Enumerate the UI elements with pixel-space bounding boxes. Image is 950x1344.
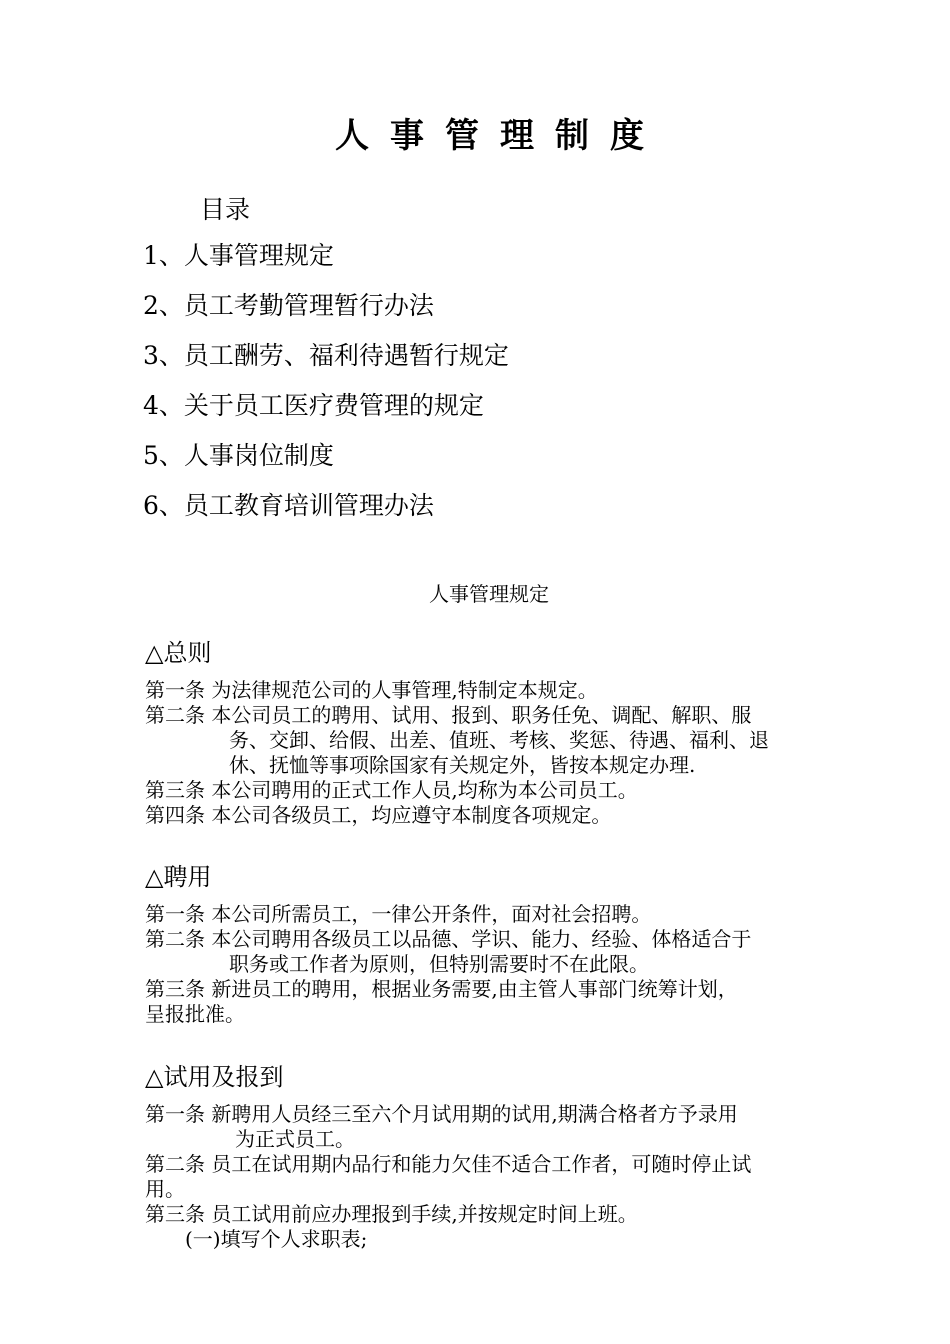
article-line: 休、抚恤等事项除国家有关规定外，皆按本规定办理. [229,753,696,777]
article [145,1152,865,1202]
article [145,678,865,703]
toc-item: 3、员工酬劳、福利待遇暂行规定 [143,341,509,370]
article [145,803,865,828]
section-probation [145,1062,865,1252]
article [145,902,865,927]
article-line: 第三条 员工试用前应办理报到手续,并按规定时间上班。 [145,1202,638,1226]
article [145,1102,865,1152]
toc-item: 6、员工教育培训管理办法 [143,491,434,520]
list-item: (一)填写个人求职表; [185,1227,368,1251]
article-line: 用。 [145,1177,185,1201]
section-general [145,638,865,828]
article [145,1202,865,1227]
article-line: 为正式员工。 [235,1127,355,1151]
toc-item: 5、人事岗位制度 [143,441,334,470]
article-line: 第一条 本公司所需员工，一律公开条件，面对社会招聘。 [145,902,652,926]
toc-item: 2、员工考勤管理暂行办法 [143,291,434,320]
article-line: 务、交卸、给假、出差、值班、考核、奖惩、待遇、福利、退 [229,728,769,752]
section-hiring [145,862,865,1027]
section-heading: △试用及报到 [145,1063,284,1091]
article [145,977,865,1027]
document-title: 人事管理制度 [335,116,665,156]
article-line: 第二条 本公司聘用各级员工以品德、学识、能力、经验、体格适合于 [145,927,752,951]
section-heading: △总则 [145,639,212,667]
article-line: 第三条 新进员工的聘用，根据业务需要,由主管人事部门统筹计划， [145,977,738,1001]
article [145,703,865,778]
article-line: 第二条 本公司员工的聘用、试用、报到、职务任免、调配、解职、服 [145,703,752,727]
article-line: 第二条 员工在试用期内品行和能力欠佳不适合工作者，可随时停止试 [145,1152,752,1176]
toc-heading: 目录 [200,195,251,224]
article [145,927,865,977]
article-line: 第四条 本公司各级员工，均应遵守本制度各项规定。 [145,803,612,827]
article-line: 呈报批准。 [145,1002,245,1026]
article-line: 职务或工作者为原则，但特别需要时不在此限。 [229,952,649,976]
toc-item: 4、关于员工医疗费管理的规定 [143,391,484,420]
table-of-contents [143,239,509,539]
section-heading: △聘用 [145,863,212,891]
article [145,778,865,803]
toc-item: 1、人事管理规定 [143,241,334,270]
article-line: 第三条 本公司聘用的正式工作人员,均称为本公司员工。 [145,778,638,802]
article-line: 第一条 为法律规范公司的人事管理,特制定本规定。 [145,678,598,702]
article-line: 第一条 新聘用人员经三至六个月试用期的试用,期满合格者方予录用 [145,1102,738,1126]
section-subtitle: 人事管理规定 [429,582,549,606]
